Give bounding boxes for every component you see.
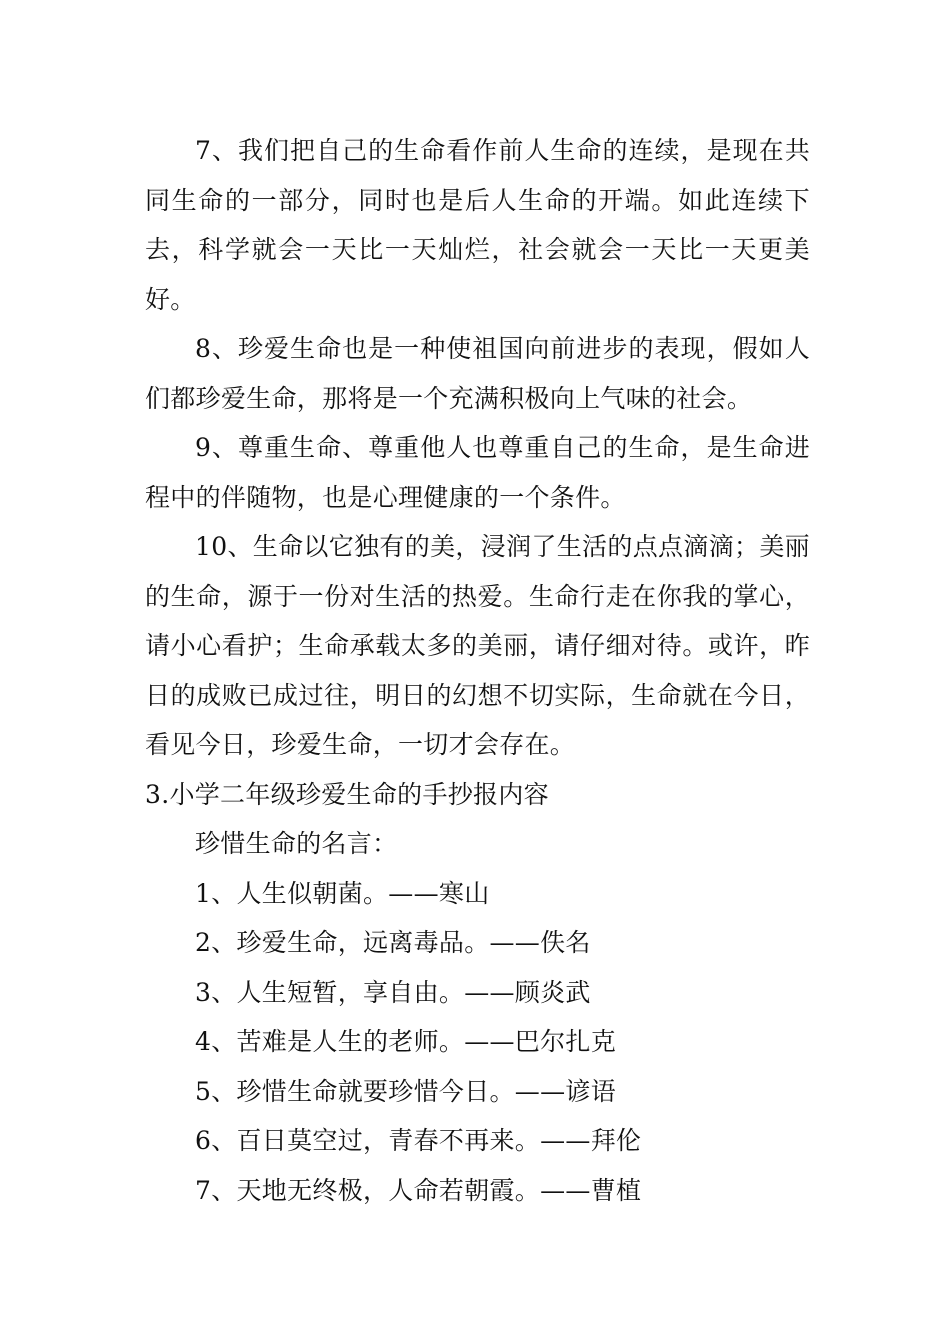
document-body xyxy=(145,126,810,1215)
quote-item: 7、天地无终极，人命若朝霞。——曹植 xyxy=(195,1175,642,1205)
section-heading: 3.小学二年级珍爱生命的手抄报内容 xyxy=(145,779,549,809)
quote-item: 1、人生似朝菌。——寒山 xyxy=(195,878,490,908)
paragraph-8: 8、珍爱生命也是一种使祖国向前进步的表现，假如人们都珍爱生命，那将是一个充满积极向上气味的社会。 xyxy=(145,334,810,413)
quote-item: 6、百日莫空过，青春不再来。——拜伦 xyxy=(195,1126,642,1155)
quotes-intro: 珍惜生命的名言： xyxy=(195,829,398,858)
quote-item: 5、珍惜生命就要珍惜今日。——谚语 xyxy=(195,1076,617,1106)
quote-item: 2、珍爱生命，远离毒品。——佚名 xyxy=(195,928,591,957)
paragraph-9: 9、尊重生命、尊重他人也尊重自己的生命，是生命进程中的伴随物，也是心理健康的一个条件。 xyxy=(145,433,810,512)
paragraph-10: 10、生命以它独有的美，浸润了生活的点点滴滴；美丽的生命，源于一份对生活的热爱。生命行走在你我的掌心，请小心看护；生命承载太多的美丽，请仔细对待。或许，昨日的成败已成过往，明日的幻想不切实际，生命就在今日，看见今日，珍爱生命，一切才会存在。 xyxy=(145,532,810,759)
paragraph-7: 7、我们把自己的生命看作前人生命的连续，是现在共同生命的一部分，同时也是后人生命的开端。如此连续下去，科学就会一天比一天灿烂，社会就会一天比一天更美好。 xyxy=(145,136,810,314)
quote-item: 3、人生短暂，享自由。——顾炎武 xyxy=(195,977,591,1007)
quote-item: 4、苦难是人生的老师。——巴尔扎克 xyxy=(195,1027,617,1056)
